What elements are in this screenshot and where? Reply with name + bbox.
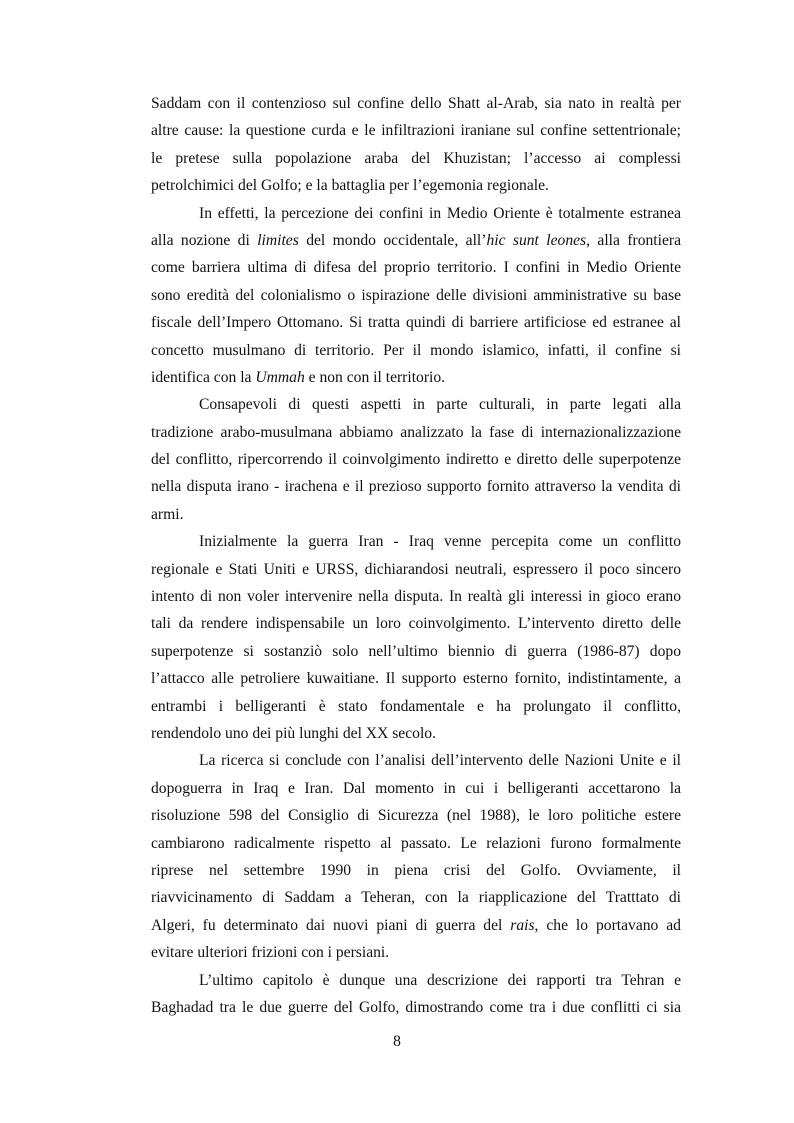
text-line: riavvicinamento di Saddam a Teheran, con la riapplicazione del Tratttato di [151, 889, 681, 907]
text-line: le pretese sulla popolazione araba del Khuzistan; l’accesso ai complessi [151, 149, 681, 167]
text-line: petrolchimici del Golfo; e la battaglia per l’egemonia regionale. [151, 177, 549, 195]
text-line: concetto musulmano di territorio. Per il mondo islamico, infatti, il confine si [151, 341, 681, 359]
text-line: identifica con la Ummah e non con il territorio. [151, 368, 446, 386]
text-line: l’attacco alle petroliere kuwaitiane. Il supporto esterno fornito, indistintamente, a [151, 670, 681, 688]
text-line: riprese nel settembre 1990 in piena crisi del Golfo. Ovviamente, il [151, 861, 681, 879]
body-text [151, 90, 681, 1021]
text-line: tradizione arabo-musulmana abbiamo analizzato la fase di internazionalizzazione [151, 423, 681, 441]
text-line: evitare ulteriori frizioni con i persiani. [151, 944, 390, 962]
text-line: Algeri, fu determinato dai nuovi piani di guerra del rais, che lo portavano ad [151, 916, 681, 934]
paragraph [151, 200, 681, 392]
text-line: superpotenze si sostanziò solo nell’ultimo biennio di guerra (1986-87) dopo [151, 642, 681, 660]
paragraph [151, 528, 681, 747]
text-line: risoluzione 598 del Consiglio di Sicurezza (nel 1988), le loro politiche estere [151, 807, 681, 825]
text-line: alla nozione di limites del mondo occidentale, all’hic sunt leones, alla frontiera [151, 231, 682, 249]
text-line: entrambi i belligeranti è stato fondamentale e ha prolungato il conflitto, [151, 697, 681, 715]
page-number: 8 [393, 1033, 401, 1050]
text-line: Saddam con il contenzioso sul confine dello Shatt al-Arab, sia nato in realtà per [151, 95, 681, 112]
text-line: regionale e Stati Uniti e URSS, dichiarandosi neutrali, espressero il poco sincero [151, 560, 681, 578]
text-line: armi. [151, 505, 184, 523]
paragraph [151, 391, 681, 528]
text-line: del conflitto, ripercorrendo il coinvolgimento indiretto e diretto delle superpotenze [151, 451, 681, 469]
text-line: nella disputa irano - irachena e il prezioso supporto fornito attraverso la vendita di [151, 478, 681, 496]
text-line: cambiarono radicalmente rispetto al passato. Le relazioni furono formalmente [151, 834, 681, 852]
text-line: In effetti, la percezione dei confini in Medio Oriente è totalmente estranea [199, 204, 681, 222]
paragraph [151, 90, 681, 200]
text-line: fiscale dell’Impero Ottomano. Si tratta quindi di barriere artificiose ed estranee al [151, 314, 681, 332]
text-line: rendendolo uno dei più lunghi del XX secolo. [151, 724, 436, 742]
text-line: L’ultimo capitolo è dunque una descrizione dei rapporti tra Tehran e [199, 971, 681, 989]
text-line: sono eredità del colonialismo o ispirazione delle divisioni amministrative su base [151, 286, 681, 304]
text-line: come barriera ultima di difesa del proprio territorio. I confini in Medio Oriente [151, 259, 681, 277]
text-line: Consapevoli di questi aspetti in parte culturali, in parte legati alla [199, 396, 681, 414]
text-line: altre cause: la questione curda e le infiltrazioni iraniane sul confine settentrionale; [151, 122, 681, 140]
text-line: intento di non voler intervenire nella disputa. In realtà gli interessi in gioco erano [151, 588, 681, 606]
text-line: La ricerca si conclude con l’analisi dell’intervento delle Nazioni Unite e il [199, 752, 681, 770]
text-line: tali da rendere indispensabile un loro coinvolgimento. L’intervento diretto delle [151, 615, 681, 633]
paragraph [151, 747, 681, 966]
paragraph [151, 967, 681, 1022]
text-line: Inizialmente la guerra Iran - Iraq venne percepita come un conflitto [199, 533, 681, 551]
text-line: Baghadad tra le due guerre del Golfo, dimostrando come tra i due conflitti ci sia [151, 998, 681, 1016]
text-line: dopoguerra in Iraq e Iran. Dal momento in cui i belligeranti accettarono la [151, 779, 681, 797]
